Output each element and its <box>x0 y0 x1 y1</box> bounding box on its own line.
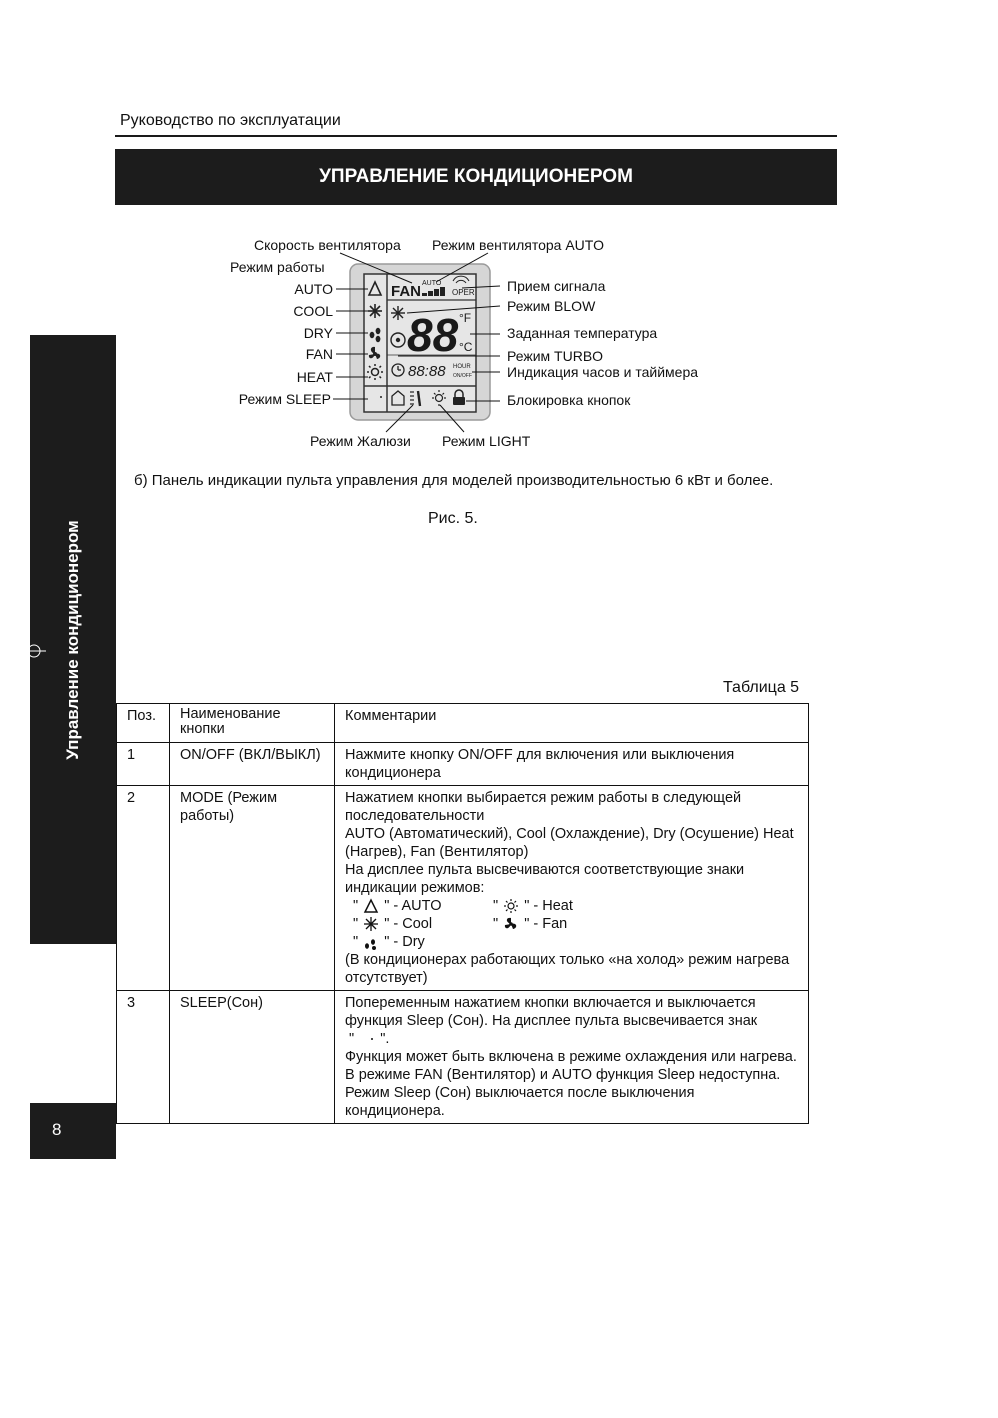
row-name: ON/OFF (ВКЛ/ВЫКЛ) <box>170 743 335 786</box>
label-clock-timer: Индикация часов и тайймера <box>507 364 699 380</box>
mode-fan-entry <box>493 915 653 933</box>
label-set-temp: Заданная температура <box>507 325 658 341</box>
comment-line: Попеременным нажатием кнопки включается и выключается функция Sleep (Сон). На дисплее пульта высвечивается знак <box>345 995 758 1029</box>
label-operation-mode: Режим работы <box>230 259 325 275</box>
label-heat: HEAT <box>296 369 333 385</box>
row-num: 1 <box>117 743 170 786</box>
sleep-symbol-line <box>345 1030 798 1048</box>
fan-icon <box>502 916 520 932</box>
comment-line: Режим Sleep (Сон) выключается после выключения кондиционера. <box>345 1085 695 1119</box>
header-name <box>170 704 335 743</box>
header-comment: Комментарии <box>335 704 809 743</box>
lcd-panel-diagram <box>0 0 998 470</box>
mode-heat-entry <box>493 897 653 915</box>
lcd-unit-f: °F <box>459 311 472 325</box>
side-tab-label: Управление кондиционером <box>63 519 82 760</box>
comment-line: AUTO (Автоматический), Cool (Охлаждение), Dry (Осушение) Heat (Нагрев), Fan (Вентилятор) <box>345 826 794 860</box>
table-row <box>117 991 809 1124</box>
table-row <box>117 786 809 991</box>
header-name-text: Наименование кнопки <box>180 706 281 737</box>
table-header-row <box>117 704 809 743</box>
label-light: Режим LIGHT <box>442 433 531 449</box>
label-lock: Блокировка кнопок <box>507 392 631 408</box>
lcd-oper-text: OPER <box>452 288 475 297</box>
label-dry: DRY <box>303 325 333 341</box>
comment-note: (В кондиционерах работающих только «на холод» режим нагрева отсутствует) <box>345 952 790 986</box>
row-num: 2 <box>117 786 170 991</box>
mode-cool-entry <box>353 915 493 933</box>
label-turbo: Режим TURBO <box>507 348 604 364</box>
mode-cool-label: " - Cool <box>384 916 433 932</box>
lcd-auto-text: AUTO <box>422 280 442 287</box>
lcd-unit-c: °C <box>459 340 473 354</box>
label-louver: Режим Жалюзи <box>310 433 411 449</box>
row-num: 3 <box>117 991 170 1124</box>
label-fan-auto: Режим вентилятора AUTO <box>432 237 604 253</box>
heat-icon <box>502 898 520 914</box>
header-num: Поз. <box>117 704 170 743</box>
quote-mark: " <box>353 934 359 950</box>
cool-mode-icon <box>368 304 382 318</box>
mode-auto-label: " - AUTO <box>384 898 442 914</box>
quote-mark: " <box>493 916 499 932</box>
auto-icon <box>362 898 380 914</box>
quote-mark: " <box>349 1031 355 1047</box>
comment-line: Нажатием кнопки выбирается режим работы в следующей последовательности <box>345 790 742 824</box>
comment-line: Функция может быть включена в режиме охлаждения или нагрева. <box>345 1049 797 1065</box>
mode-heat-label: " - Heat <box>524 898 573 914</box>
dry-icon <box>362 934 380 950</box>
mode-symbols-grid <box>345 897 798 951</box>
mode-dry-entry <box>353 933 493 951</box>
mode-fan-label: " - Fan <box>524 916 568 932</box>
page-number: 8 <box>52 1120 62 1139</box>
row-name: SLEEP(Сон) <box>170 991 335 1124</box>
lcd-temp-digits: 88 <box>407 309 459 361</box>
row-comment <box>335 991 809 1124</box>
label-signal: Прием сигнала <box>507 278 606 294</box>
label-auto: AUTO <box>294 281 333 297</box>
row-comment: Нажмите кнопку ON/OFF для включения или выключения кондиционера <box>335 743 809 786</box>
lcd-hour-text: HOUR <box>453 364 471 370</box>
label-fan: FAN <box>305 346 333 362</box>
lcd-fan-text: FAN <box>391 283 421 300</box>
figure-label: Рис. 5. <box>428 510 478 527</box>
running-header: Руководство по эксплуатации <box>120 112 341 129</box>
comment-line: На дисплее пульта высвечиваются соответствующие знаки индикации режимов: <box>345 862 745 896</box>
label-cool: COOL <box>293 303 333 319</box>
cool-icon <box>362 916 380 932</box>
table-row <box>117 743 809 786</box>
figure-caption: б) Панель индикации пульта управления для моделей производительностью 6 кВт и более. <box>134 472 774 489</box>
mode-dry-label: " - Dry <box>384 934 425 950</box>
row-comment <box>335 786 809 991</box>
section-title: УПРАВЛЕНИЕ КОНДИЦИОНЕРОМ <box>319 166 633 187</box>
label-sleep: Режим SLEEP <box>238 391 331 407</box>
lcd-clock-digits: 88:88 <box>408 363 446 380</box>
comment-line: В режиме FAN (Вентилятор) и AUTO функция Sleep недоступна. <box>345 1067 781 1083</box>
label-blow: Режим BLOW <box>507 298 596 314</box>
quote-mark: " <box>353 916 359 932</box>
quote-mark: " <box>353 898 359 914</box>
lcd-onoff-text: ON/OFF <box>453 373 472 379</box>
row-name: MODE (Режим работы) <box>170 786 335 991</box>
buttons-table <box>116 703 809 1124</box>
table-label: Таблица 5 <box>723 679 800 696</box>
label-fan-speed: Скорость вентилятора <box>254 237 401 253</box>
mode-auto-entry <box>353 897 493 915</box>
sleep-suffix: ". <box>380 1031 390 1047</box>
blow-mode-icon <box>391 306 405 320</box>
quote-mark: " <box>493 898 499 914</box>
sleep-icon <box>358 1031 376 1047</box>
